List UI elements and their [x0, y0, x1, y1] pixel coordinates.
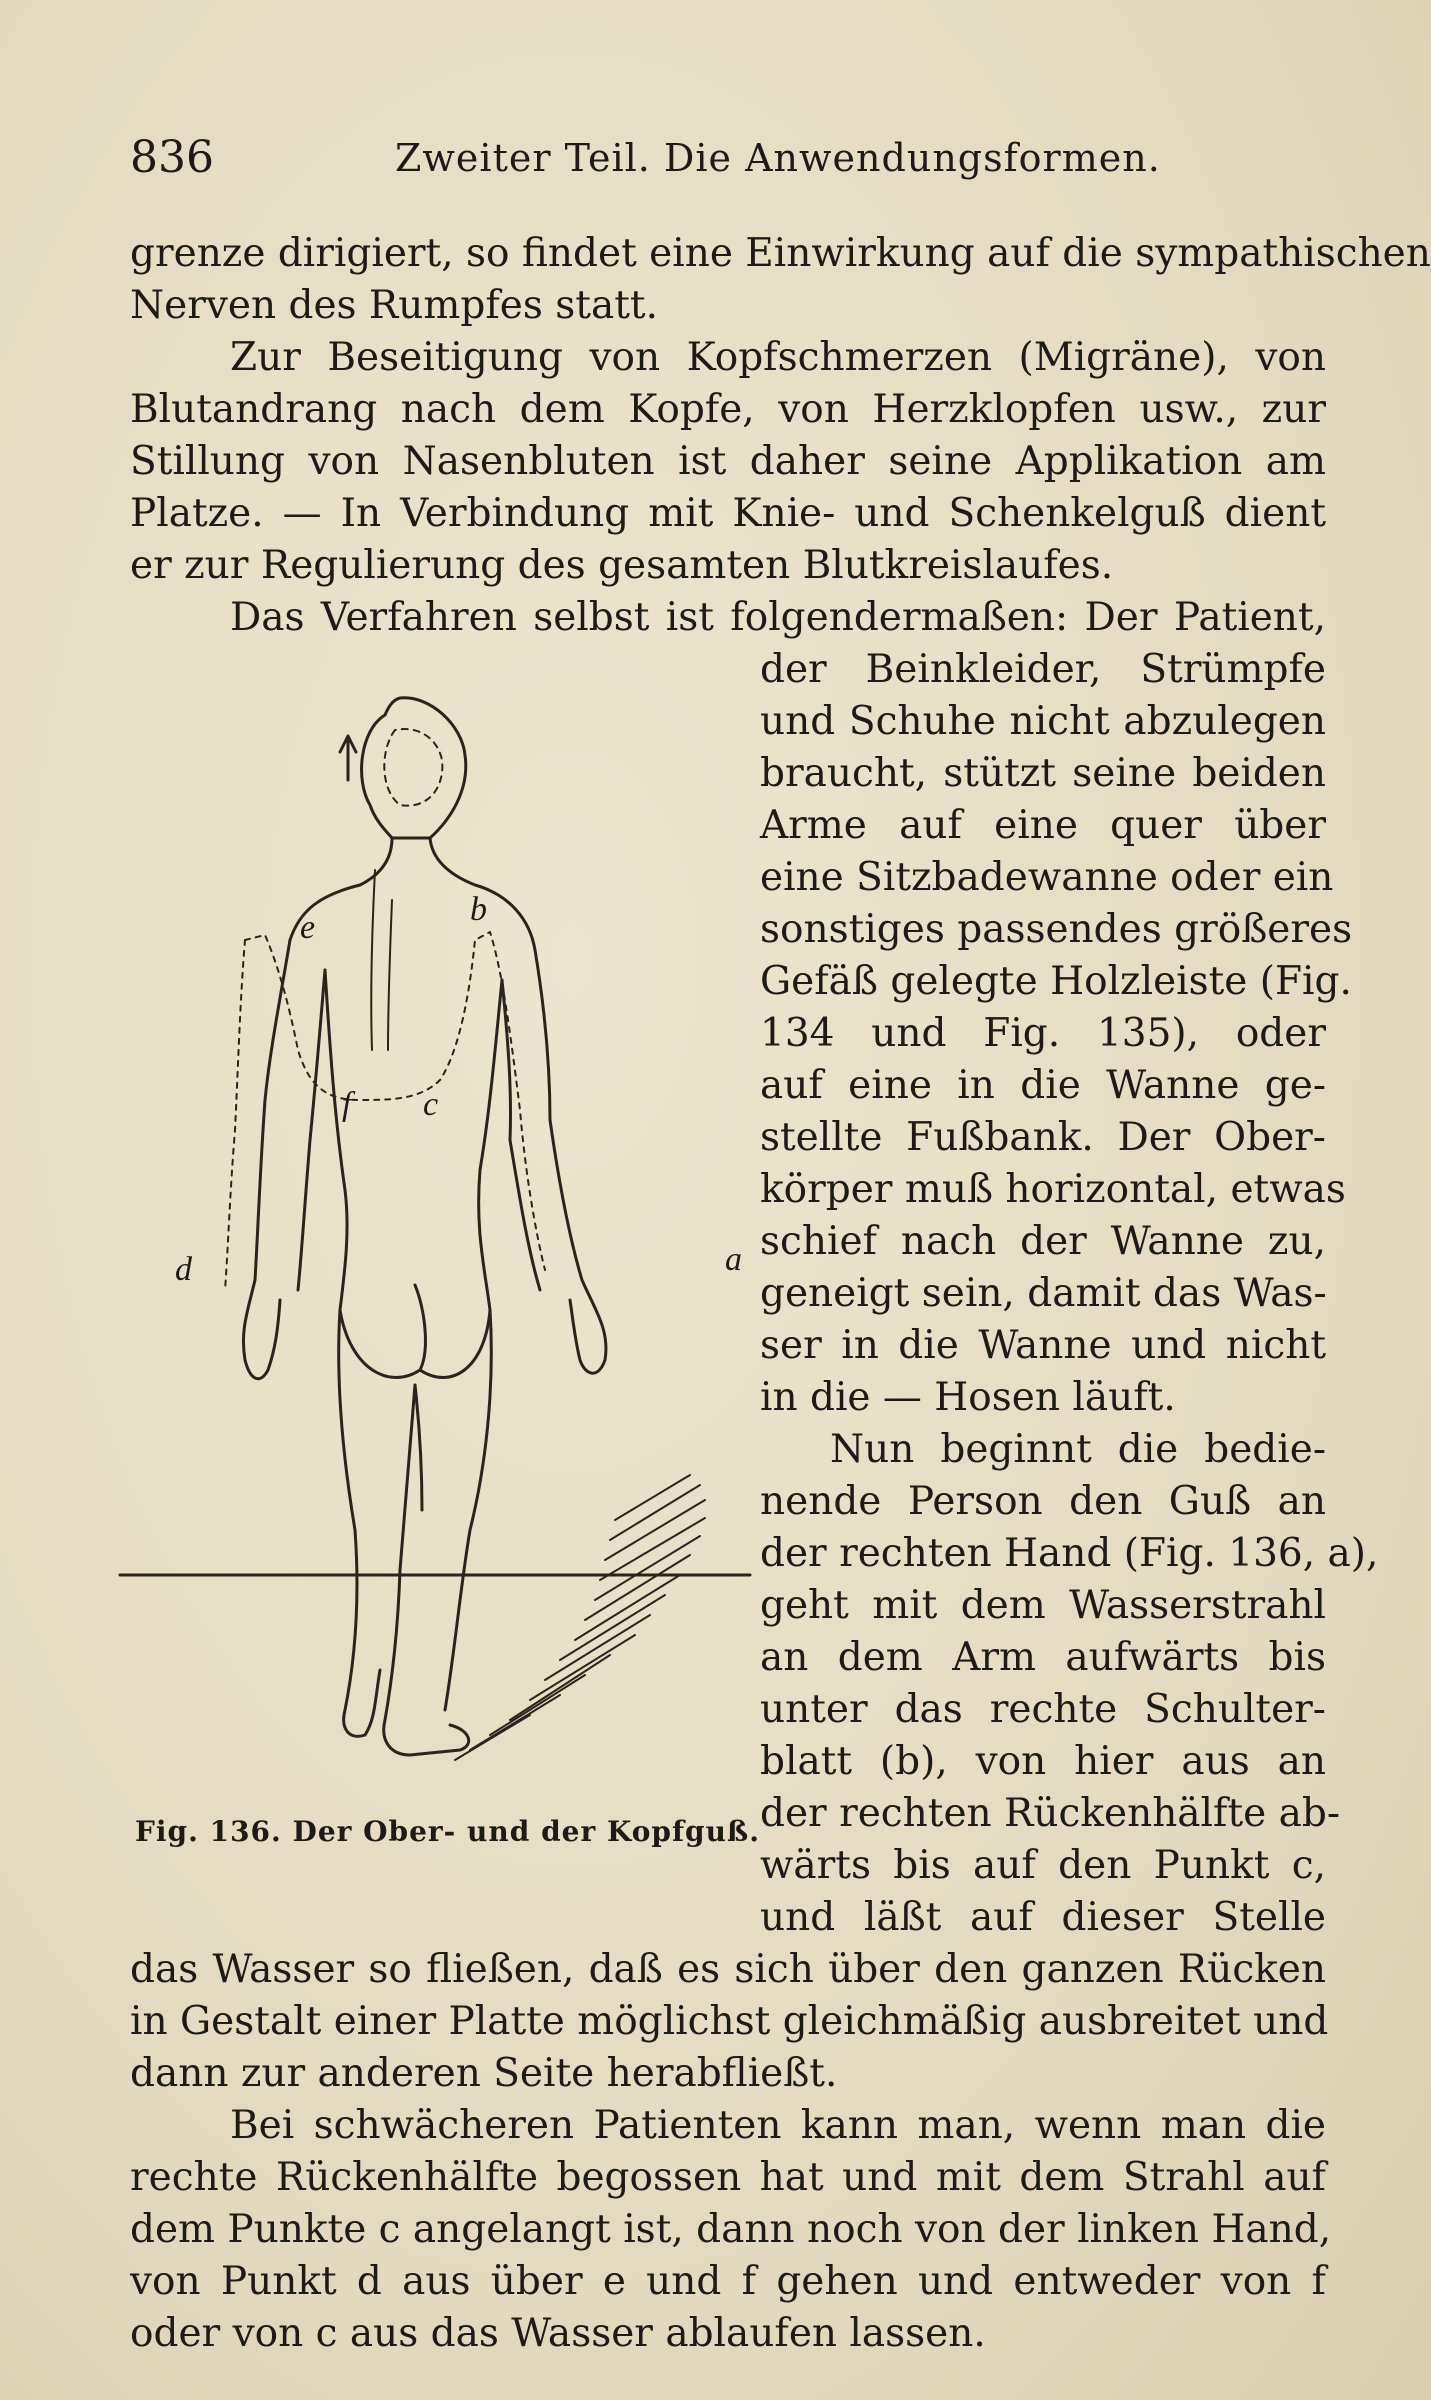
text-line: braucht, stützt seine beiden	[760, 751, 1326, 796]
text-line: in die — Hosen läuft.	[760, 1375, 1176, 1420]
figure-label-a: a	[725, 1241, 742, 1278]
text-line: Stillung von Nasenbluten ist daher seine Applikation am	[130, 439, 1326, 484]
text-line: von Punkt d aus über e und f gehen und entweder von f	[130, 2259, 1326, 2304]
text-line: der Beinkleider, Strümpfe	[760, 647, 1326, 692]
page-number: 836	[130, 132, 214, 183]
figure-136	[130, 670, 740, 1810]
text-line: Nerven des Rumpfes statt.	[130, 283, 658, 328]
text-line: dem Punkte c angelangt ist, dann noch von der linken Hand,	[130, 2207, 1332, 2252]
figure-caption: Fig. 136. Der Ober- und der Kopfguß.	[135, 1815, 760, 1848]
text-line: geht mit dem Wasserstrahl	[760, 1583, 1326, 1628]
text-line: sonstiges passendes größeres	[760, 907, 1353, 952]
text-line: Bei schwächeren Patienten kann man, wenn man die	[230, 2103, 1326, 2148]
text-line: eine Sitzbadewanne oder ein	[760, 855, 1334, 900]
text-line: er zur Regulierung des gesamten Blutkreislaufes.	[130, 543, 1114, 588]
figure-label-d: d	[175, 1251, 192, 1288]
text-line: nende Person den Guß an	[760, 1479, 1326, 1524]
text-line: unter das rechte Schulter-	[760, 1687, 1326, 1732]
text-line: wärts bis auf den Punkt c,	[760, 1843, 1326, 1888]
text-line: Das Verfahren selbst ist folgendermaßen: Der Patient,	[230, 595, 1326, 640]
text-line: in Gestalt einer Platte möglichst gleichmäßig ausbreitet und	[130, 1999, 1329, 2044]
figure-label-f: f	[342, 1086, 352, 1123]
text-line: der rechten Hand (Fig. 136, a),	[760, 1531, 1379, 1576]
text-line: blatt (b), von hier aus an	[760, 1739, 1326, 1784]
text-line: geneigt sein, damit das Was-	[760, 1271, 1327, 1316]
text-line: Platze. — In Verbindung mit Knie- und Schenkelguß dient	[130, 491, 1326, 536]
figure-illustration	[130, 670, 740, 1810]
text-line: und läßt auf dieser Stelle	[760, 1895, 1326, 1940]
figure-head	[362, 698, 466, 838]
text-line: stellte Fußbank. Der Ober-	[760, 1115, 1326, 1160]
figure-label-b: b	[470, 891, 487, 928]
text-line: 134 und Fig. 135), oder	[760, 1011, 1326, 1056]
figure-label-c: c	[423, 1086, 439, 1123]
text-line: Gefäß gelegte Holzleiste (Fig.	[760, 959, 1352, 1004]
figure-label-e: e	[300, 909, 316, 946]
text-line: rechte Rückenhälfte begossen hat und mit dem Strahl auf	[130, 2155, 1326, 2200]
text-line: körper muß horizontal, etwas	[760, 1167, 1346, 1212]
text-line: auf eine in die Wanne ge-	[760, 1063, 1326, 1108]
text-line: Zur Beseitigung von Kopfschmerzen (Migräne), von	[230, 335, 1326, 380]
text-line: der rechten Rückenhälfte ab-	[760, 1791, 1341, 1836]
running-title: Zweiter Teil. Die Anwendungsformen.	[395, 136, 1161, 180]
text-line: Nun beginnt die bedie-	[830, 1427, 1326, 1472]
text-line: Blutandrang nach dem Kopfe, von Herzklopfen usw., zur	[130, 387, 1326, 432]
text-line: und Schuhe nicht abzulegen	[760, 699, 1326, 744]
text-line: an dem Arm aufwärts bis	[760, 1635, 1326, 1680]
text-line: das Wasser so fließen, daß es sich über den ganzen Rücken	[130, 1947, 1326, 1992]
text-line: grenze dirigiert, so findet eine Einwirkung auf die sympathischen	[130, 231, 1431, 276]
text-line: dann zur anderen Seite herabfließt.	[130, 2051, 838, 2096]
page-header	[130, 132, 1330, 192]
text-line: schief nach der Wanne zu,	[760, 1219, 1326, 1264]
text-line: ser in die Wanne und nicht	[760, 1323, 1326, 1368]
text-line: Arme auf eine quer über	[760, 803, 1326, 848]
text-line: oder von c aus das Wasser ablaufen lassen.	[130, 2311, 986, 2356]
